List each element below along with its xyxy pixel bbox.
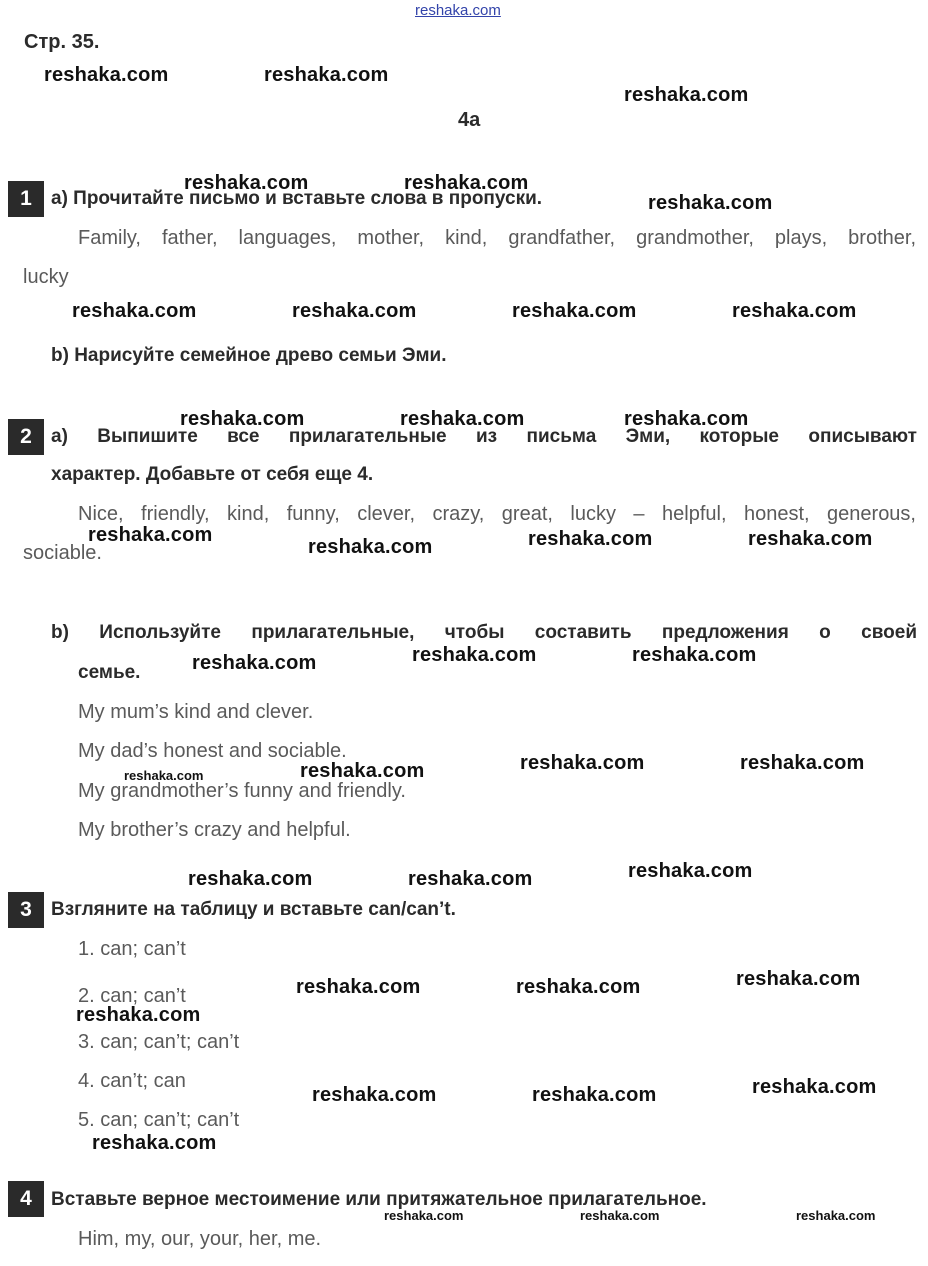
exercise-2b-title-line1: b) Используйте прилагательные, чтобы составить предложения о своей [51,622,917,643]
page-header: Стр. 35. [24,31,100,53]
exercise-2a-title-line2: характер. Добавьте от себя еще 4. [51,464,374,485]
exercise-2a-answer-line2: sociable. [23,542,102,564]
exercise-4-answer: Him, my, our, your, her, me. [78,1228,322,1250]
watermark: reshaka.com [732,300,857,322]
watermark: reshaka.com [528,528,653,550]
answer-item: 1. can; can’t [78,938,186,960]
watermark: reshaka.com [408,868,533,890]
answer-item: 3. can; can’t; can’t [78,1031,240,1053]
watermark: reshaka.com [736,968,861,990]
exercise-2b-title-line2: семье. [78,662,141,683]
exercise-1-words-line2: lucky [23,266,69,288]
watermark: reshaka.com [72,300,197,322]
watermark: reshaka.com [384,1208,464,1223]
exercise-2a-answer-line1: Nice, friendly, kind, funny, clever, crazy, great, lucky – helpful, honest, generous, [78,503,916,525]
watermark: reshaka.com [580,1208,660,1223]
watermark: reshaka.com [292,300,417,322]
watermark: reshaka.com [752,1076,877,1098]
watermark: reshaka.com [748,528,873,550]
lesson-label: 4a [458,109,481,131]
watermark: reshaka.com [520,752,645,774]
watermark: reshaka.com [312,1084,437,1106]
exercise-4-title: Вставьте верное местоимение или притяжательное прилагательное. [51,1189,707,1210]
watermark: reshaka.com [624,408,749,430]
sentence: My mum’s kind and clever. [78,701,314,723]
watermark: reshaka.com [532,1084,657,1106]
exercise-2a-title-line1: a) Выпишите все прилагательные из письма Эми, которые описывают [51,426,917,447]
watermark: reshaka.com [264,64,389,86]
watermark-top-link[interactable]: reshaka.com [415,2,501,19]
watermark: reshaka.com [76,1004,201,1026]
answer-item: 2. can; can’t [78,985,186,1007]
sentence: My brother’s crazy and helpful. [78,819,351,841]
watermark: reshaka.com [188,868,313,890]
watermark: reshaka.com [740,752,865,774]
watermark: reshaka.com [632,644,757,666]
exercise-3-title: Взгляните на таблицу и вставьте can/can’t. [51,899,456,920]
watermark: reshaka.com [628,860,753,882]
watermark: reshaka.com [124,768,204,783]
watermark: reshaka.com [400,408,525,430]
answer-item: 4. can’t; can [78,1070,186,1092]
watermark: reshaka.com [412,644,537,666]
sentence: My grandmother’s funny and friendly. [78,780,406,802]
watermark: reshaka.com [516,976,641,998]
exercise-3-number: 3 [8,892,44,928]
exercise-1b-title: b) Нарисуйте семейное древо семьи Эми. [51,345,447,366]
exercise-1-number: 1 [8,181,44,217]
watermark: reshaka.com [300,760,425,782]
watermark: reshaka.com [512,300,637,322]
watermark: reshaka.com [308,536,433,558]
watermark: reshaka.com [404,172,529,194]
watermark: reshaka.com [44,64,169,86]
exercise-1a-title: a) Прочитайте письмо и вставьте слова в пропуски. [51,188,543,209]
watermark: reshaka.com [796,1208,876,1223]
sentence: My dad’s honest and sociable. [78,740,347,762]
watermark: reshaka.com [648,192,773,214]
watermark: reshaka.com [624,84,749,106]
exercise-4-number: 4 [8,1181,44,1217]
watermark: reshaka.com [180,408,305,430]
watermark: reshaka.com [192,652,317,674]
exercise-1-words-line1: Family, father, languages, mother, kind, grandfather, grandmother, plays, brother, [78,227,916,249]
watermark: reshaka.com [88,524,213,546]
answer-item: 5. can; can’t; can’t [78,1109,240,1131]
watermark: reshaka.com [92,1132,217,1154]
exercise-2-number: 2 [8,419,44,455]
watermark: reshaka.com [184,172,309,194]
watermark: reshaka.com [296,976,421,998]
